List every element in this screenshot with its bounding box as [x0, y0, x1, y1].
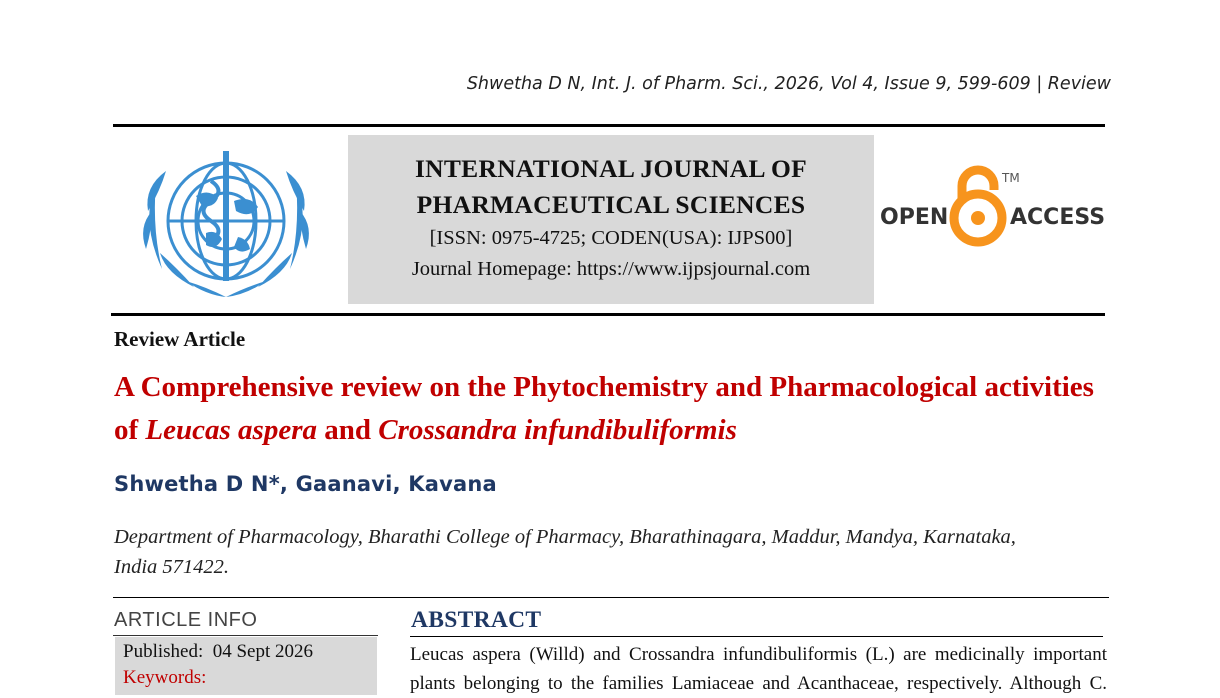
journal-name-line1: INTERNATIONAL JOURNAL OF — [414, 154, 808, 183]
access-word: ACCESS — [1010, 205, 1106, 230]
abstract-line1: Leucas aspera (Willd) and Crossandra infundibuliformis (L.) are medicinally important — [410, 644, 1107, 665]
header-bottom-rule — [111, 313, 1105, 316]
affiliation-line2: India 571422. — [114, 556, 230, 578]
who-emblem-icon — [126, 141, 326, 307]
author-list: Shwetha D N*, Gaanavi, Kavana — [114, 472, 497, 496]
journal-name — [348, 151, 874, 223]
author-affiliation — [114, 522, 1104, 582]
open-access-lock-icon — [954, 170, 1002, 242]
affiliation-line1: Department of Pharmacology, Bharathi College of Pharmacy, Bharathinagara, Maddur, Mandya, Karnataka, — [114, 526, 1016, 548]
title-and: and — [317, 414, 379, 446]
published-label: Published: — [123, 641, 204, 662]
title-species-crossandra: Crossandra infundibuliformis — [378, 414, 737, 446]
article-info-rule — [113, 635, 378, 636]
open-access-logo — [880, 160, 1110, 255]
published-info — [123, 641, 313, 663]
journal-name-line2: PHARMACEUTICAL SCIENCES — [416, 190, 806, 219]
title-text: A Comprehensive review on the Phytochemistry and Pharmacological activities of — [114, 371, 1094, 446]
article-title — [114, 366, 1114, 452]
article-info-heading: ARTICLE INFO — [114, 609, 258, 631]
abstract-text — [410, 640, 1107, 698]
trademark-mark: TM — [1002, 171, 1020, 185]
journal-issn: [ISSN: 0975-4725; CODEN(USA): IJPS00] — [429, 227, 793, 249]
open-word: OPEN — [880, 205, 949, 230]
abstract-rule — [410, 636, 1103, 637]
journal-homepage: Journal Homepage: https://www.ijpsjournal.com — [411, 258, 811, 280]
article-type: Review Article — [114, 327, 246, 351]
running-header-citation: Shwetha D N, Int. J. of Pharm. Sci., 2026, Vol 4, Issue 9, 599-609 | Review — [466, 74, 1111, 94]
header-top-rule — [113, 124, 1105, 127]
abstract-heading: ABSTRACT — [411, 607, 542, 633]
published-date: 04 Sept 2026 — [212, 641, 314, 662]
info-divider-rule — [113, 597, 1109, 598]
title-species-leucas: Leucas aspera — [145, 414, 317, 446]
keywords-label: Keywords: — [123, 667, 207, 688]
abstract-line2: plants belonging to the families Lamiaceae and Acanthaceae, respectively. Although C. — [410, 673, 1107, 694]
journal-banner — [348, 135, 874, 304]
